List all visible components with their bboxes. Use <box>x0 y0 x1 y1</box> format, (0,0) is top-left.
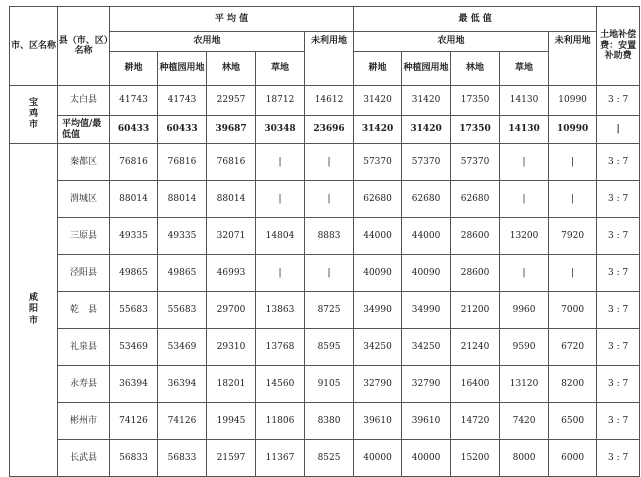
avg-grass-value: | <box>256 144 305 181</box>
avg-plantation-value: 49865 <box>158 255 207 292</box>
header-min-farmland: 农用地 <box>354 32 549 52</box>
avg-unused-value: 8883 <box>305 218 354 255</box>
min-cultivated-value: 31420 <box>354 86 402 116</box>
table-row <box>10 366 640 403</box>
min-plantation-value: 31420 <box>402 86 451 116</box>
min-cultivated-value: 31420 <box>354 116 402 144</box>
avg-unused-value: 8525 <box>305 440 354 477</box>
table-row <box>10 144 640 181</box>
header-average: 平 均 值 <box>110 7 354 32</box>
table-row <box>10 218 640 255</box>
ratio-value: 3 : 7 <box>597 86 640 116</box>
avg-plantation-value: 74126 <box>158 403 207 440</box>
header-avg-cultivated: 耕地 <box>110 52 158 86</box>
summary-row <box>10 116 640 144</box>
min-cultivated-value: 34250 <box>354 329 402 366</box>
min-plantation-value: 34990 <box>402 292 451 329</box>
min-cultivated-value: 62680 <box>354 181 402 218</box>
county-name: 礼泉县 <box>58 329 110 366</box>
min-forest-value: 15200 <box>451 440 500 477</box>
table-row <box>10 181 640 218</box>
min-plantation-value: 57370 <box>402 144 451 181</box>
avg-plantation-value: 76816 <box>158 144 207 181</box>
county-name: 长武县 <box>58 440 110 477</box>
min-forest-value: 21200 <box>451 292 500 329</box>
min-cultivated-value: 40090 <box>354 255 402 292</box>
avg-cultivated-value: 53469 <box>110 329 158 366</box>
min-forest-value: 17350 <box>451 116 500 144</box>
min-plantation-value: 62680 <box>402 181 451 218</box>
header-avg-forest: 林地 <box>207 52 256 86</box>
avg-plantation-value: 88014 <box>158 181 207 218</box>
table-row <box>10 440 640 477</box>
min-plantation-value: 34250 <box>402 329 451 366</box>
avg-plantation-value: 41743 <box>158 86 207 116</box>
header-min-unused: 未利用地 <box>549 32 597 86</box>
min-cultivated-value: 32790 <box>354 366 402 403</box>
avg-forest-value: 19945 <box>207 403 256 440</box>
avg-cultivated-value: 49335 <box>110 218 158 255</box>
table-row <box>10 403 640 440</box>
min-grass-value: | <box>500 255 549 292</box>
header-county: 县（市、区）名称 <box>58 7 110 86</box>
ratio-value: 3 : 7 <box>597 403 640 440</box>
county-name: 彬州市 <box>58 403 110 440</box>
header-min-cultivated: 耕地 <box>354 52 402 86</box>
ratio-value: 3 : 7 <box>597 181 640 218</box>
header-min-forest: 林地 <box>451 52 500 86</box>
avg-unused-value: 14612 <box>305 86 354 116</box>
min-forest-value: 62680 <box>451 181 500 218</box>
avg-unused-value: 23696 <box>305 116 354 144</box>
avg-grass-value: 11367 <box>256 440 305 477</box>
avg-cultivated-value: 76816 <box>110 144 158 181</box>
summary-label: 平均值/最低值 <box>58 116 110 144</box>
avg-forest-value: 88014 <box>207 181 256 218</box>
header-avg-farmland: 农用地 <box>110 32 305 52</box>
avg-unused-value: 8725 <box>305 292 354 329</box>
min-unused-value: 7000 <box>549 292 597 329</box>
min-grass-value: 8000 <box>500 440 549 477</box>
avg-plantation-value: 49335 <box>158 218 207 255</box>
city-name: 咸阳市 <box>28 293 38 326</box>
ratio-value: | <box>597 116 640 144</box>
header-avg-unused: 未利用地 <box>305 32 354 86</box>
avg-forest-value: 22957 <box>207 86 256 116</box>
min-unused-value: 6500 <box>549 403 597 440</box>
ratio-value: 3 : 7 <box>597 292 640 329</box>
county-name: 永寿县 <box>58 366 110 403</box>
min-grass-value: 14130 <box>500 86 549 116</box>
header-min-plantation: 种植园用地 <box>402 52 451 86</box>
table-row <box>10 255 640 292</box>
city-name: 宝鸡市 <box>28 97 38 131</box>
min-unused-value: | <box>549 255 597 292</box>
avg-plantation-value: 36394 <box>158 366 207 403</box>
city-cell-baoji <box>10 86 58 144</box>
avg-cultivated-value: 55683 <box>110 292 158 329</box>
avg-grass-value: | <box>256 255 305 292</box>
min-grass-value: 9590 <box>500 329 549 366</box>
min-grass-value: 14130 <box>500 116 549 144</box>
ratio-value: 3 : 7 <box>597 329 640 366</box>
ratio-value: 3 : 7 <box>597 218 640 255</box>
avg-cultivated-value: 36394 <box>110 366 158 403</box>
header-min-grass: 草地 <box>500 52 549 86</box>
avg-forest-value: 18201 <box>207 366 256 403</box>
min-unused-value: 7920 <box>549 218 597 255</box>
min-grass-value: 9960 <box>500 292 549 329</box>
county-name: 乾 县 <box>58 292 110 329</box>
min-plantation-value: 32790 <box>402 366 451 403</box>
min-cultivated-value: 44000 <box>354 218 402 255</box>
min-plantation-value: 40090 <box>402 255 451 292</box>
header-city: 市、区名称 <box>10 7 58 86</box>
county-name: 泾阳县 <box>58 255 110 292</box>
avg-plantation-value: 53469 <box>158 329 207 366</box>
ratio-value: 3 : 7 <box>597 366 640 403</box>
table-row <box>10 86 640 116</box>
min-cultivated-value: 39610 <box>354 403 402 440</box>
min-grass-value: 7420 <box>500 403 549 440</box>
min-forest-value: 21240 <box>451 329 500 366</box>
min-unused-value: 10990 <box>549 116 597 144</box>
avg-cultivated-value: 88014 <box>110 181 158 218</box>
avg-plantation-value: 60433 <box>158 116 207 144</box>
table-row <box>10 292 640 329</box>
avg-grass-value: 30348 <box>256 116 305 144</box>
avg-unused-value: 8380 <box>305 403 354 440</box>
table-row <box>10 329 640 366</box>
ratio-value: 3 : 7 <box>597 440 640 477</box>
avg-forest-value: 21597 <box>207 440 256 477</box>
avg-grass-value: | <box>256 181 305 218</box>
avg-forest-value: 76816 <box>207 144 256 181</box>
city-cell-xianyang <box>10 144 58 477</box>
min-cultivated-value: 40000 <box>354 440 402 477</box>
avg-cultivated-value: 56833 <box>110 440 158 477</box>
ratio-value: 3 : 7 <box>597 144 640 181</box>
avg-plantation-value: 55683 <box>158 292 207 329</box>
avg-forest-value: 29700 <box>207 292 256 329</box>
min-grass-value: | <box>500 181 549 218</box>
avg-unused-value: 8595 <box>305 329 354 366</box>
min-forest-value: 28600 <box>451 218 500 255</box>
avg-cultivated-value: 49865 <box>110 255 158 292</box>
compensation-table <box>9 6 640 477</box>
min-unused-value: 8200 <box>549 366 597 403</box>
min-forest-value: 57370 <box>451 144 500 181</box>
min-cultivated-value: 34990 <box>354 292 402 329</box>
county-name: 渭城区 <box>58 181 110 218</box>
avg-cultivated-value: 74126 <box>110 403 158 440</box>
min-forest-value: 14720 <box>451 403 500 440</box>
avg-cultivated-value: 60433 <box>110 116 158 144</box>
min-plantation-value: 39610 <box>402 403 451 440</box>
min-forest-value: 28600 <box>451 255 500 292</box>
min-unused-value: 10990 <box>549 86 597 116</box>
avg-grass-value: 13768 <box>256 329 305 366</box>
min-plantation-value: 31420 <box>402 116 451 144</box>
avg-cultivated-value: 41743 <box>110 86 158 116</box>
min-unused-value: | <box>549 144 597 181</box>
min-grass-value: | <box>500 144 549 181</box>
min-unused-value: 6000 <box>549 440 597 477</box>
avg-forest-value: 46993 <box>207 255 256 292</box>
avg-unused-value: | <box>305 144 354 181</box>
county-name: 秦都区 <box>58 144 110 181</box>
county-name: 三原县 <box>58 218 110 255</box>
avg-grass-value: 13863 <box>256 292 305 329</box>
avg-unused-value: 9105 <box>305 366 354 403</box>
min-unused-value: | <box>549 181 597 218</box>
avg-grass-value: 14804 <box>256 218 305 255</box>
min-grass-value: 13200 <box>500 218 549 255</box>
header-compensation: 土地补偿费：安置补助费 <box>597 7 640 86</box>
avg-grass-value: 11806 <box>256 403 305 440</box>
avg-forest-value: 39687 <box>207 116 256 144</box>
min-cultivated-value: 57370 <box>354 144 402 181</box>
header-minimum: 最 低 值 <box>354 7 597 32</box>
min-plantation-value: 40000 <box>402 440 451 477</box>
avg-forest-value: 32071 <box>207 218 256 255</box>
min-forest-value: 16400 <box>451 366 500 403</box>
header-avg-grass: 草地 <box>256 52 305 86</box>
min-unused-value: 6720 <box>549 329 597 366</box>
avg-plantation-value: 56833 <box>158 440 207 477</box>
avg-unused-value: | <box>305 255 354 292</box>
min-plantation-value: 44000 <box>402 218 451 255</box>
avg-forest-value: 29310 <box>207 329 256 366</box>
min-forest-value: 17350 <box>451 86 500 116</box>
avg-grass-value: 14560 <box>256 366 305 403</box>
ratio-value: 3 : 7 <box>597 255 640 292</box>
header-avg-plantation: 种植园用地 <box>158 52 207 86</box>
avg-grass-value: 18712 <box>256 86 305 116</box>
min-grass-value: 13120 <box>500 366 549 403</box>
avg-unused-value: | <box>305 181 354 218</box>
county-name: 太白县 <box>58 86 110 116</box>
